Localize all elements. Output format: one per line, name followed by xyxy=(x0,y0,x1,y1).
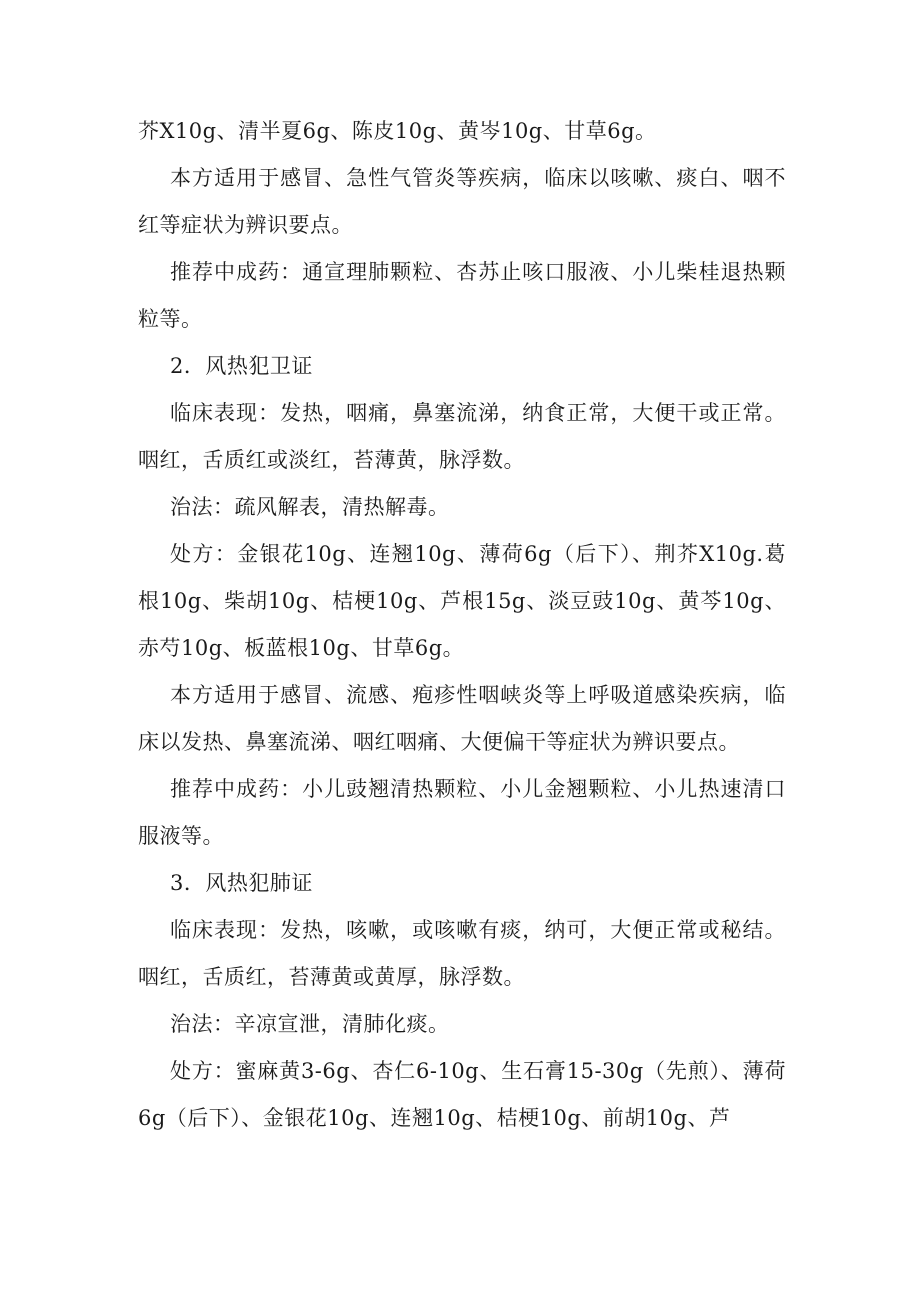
paragraph-recommended-medicine-1: 推荐中成药：通宣理肺颗粒、杏苏止咳口服液、小儿柴桂退热颗粒等。 xyxy=(138,260,786,331)
paragraph-prescription-3: 处方：蜜麻黄3-6g、杏仁6-10g、生石膏15-30g（先煎）、薄荷6g（后下）、金银花10g、连翘10g、桔梗10g、前胡10g、芦 xyxy=(138,1059,786,1130)
section-heading-2: 2．风热犯卫证 xyxy=(170,354,313,378)
paragraph-indication-2: 本方适用于感冒、流感、疱疹性咽峡炎等上呼吸道感染疾病，临床以发热、鼻塞流涕、咽红咽痛、大便偏干等症状为辨识要点。 xyxy=(138,683,786,754)
paragraph-herb-list-continued: 芥X10g、清半夏6g、陈皮10g、黄岑10g、甘草6g。 xyxy=(138,119,657,143)
paragraph-treatment-method-3: 治法：辛凉宣泄，清肺化痰。 xyxy=(170,1012,450,1036)
paragraph-prescription-2: 处方：金银花10g、连翘10g、薄荷6g（后下）、荆芥X10g.葛根10g、柴胡10g、桔梗10g、芦根15g、淡豆豉10g、黄芩10g、赤芍10g、板蓝根10g、甘草6g。 xyxy=(138,542,786,660)
paragraph-clinical-manifestation-2: 临床表现：发热，咽痛，鼻塞流涕，纳食正常，大便干或正常。咽红，舌质红或淡红，苔薄黄，脉浮数。 xyxy=(138,401,786,472)
paragraph-recommended-medicine-2: 推荐中成药：小儿豉翘清热颗粒、小儿金翘颗粒、小儿热速清口服液等。 xyxy=(138,777,786,848)
paragraph-treatment-method-2: 治法：疏风解表，清热解毒。 xyxy=(170,495,450,519)
paragraph-clinical-manifestation-3: 临床表现：发热，咳嗽，或咳嗽有痰，纳可，大便正常或秘结。咽红，舌质红，苔薄黄或黄厚，脉浮数。 xyxy=(138,918,786,989)
section-heading-3: 3．风热犯肺证 xyxy=(170,871,313,895)
paragraph-indication-1: 本方适用于感冒、急性气管炎等疾病，临床以咳嗽、痰白、咽不红等症状为辨识要点。 xyxy=(138,166,786,237)
